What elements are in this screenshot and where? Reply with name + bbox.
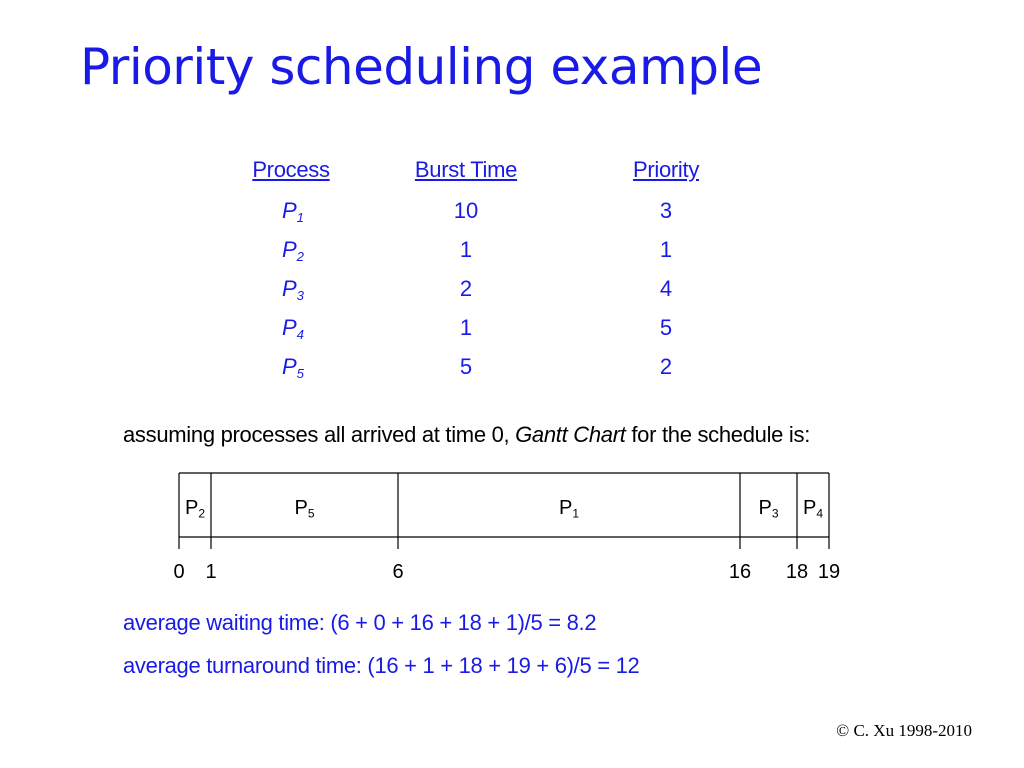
table-row-process: $P_3$ bbox=[281, 276, 305, 303]
average-turnaround-time: average turnaround time: (16 + 1 + 18 + 19 + 6)/5 = 12 bbox=[123, 653, 640, 678]
table-row-priority: 3 bbox=[659, 198, 673, 223]
table-row-burst-time: 10 bbox=[453, 198, 479, 223]
gantt-segment-label: $P_1$ bbox=[558, 497, 580, 521]
table-row-burst-time: 5 bbox=[459, 354, 473, 379]
gantt-segment-label: $P_3$ bbox=[758, 497, 779, 521]
table-row-burst-time: 1 bbox=[459, 315, 473, 340]
table-row-priority: 5 bbox=[659, 315, 673, 340]
gantt-tick-label: 18 bbox=[785, 561, 809, 583]
gantt-segment-label: $P_2$ bbox=[184, 497, 206, 521]
gantt-segment-label: $P_4$ bbox=[802, 497, 824, 521]
header-priority: Priority bbox=[632, 157, 700, 182]
table-row-burst-time: 2 bbox=[459, 276, 473, 301]
table-row-process: $P_4$ bbox=[281, 315, 305, 342]
table-row-priority: 4 bbox=[659, 276, 673, 301]
table-row-process: $P_1$ bbox=[281, 198, 305, 225]
table-row-process: $P_2$ bbox=[281, 237, 305, 264]
gantt-segment-label: $P_5$ bbox=[294, 497, 315, 521]
gantt-tick-label: 6 bbox=[392, 561, 404, 583]
caption-emphasis: Gantt Chart bbox=[515, 422, 626, 447]
table-row-process: $P_5$ bbox=[281, 354, 305, 381]
average-waiting-time: average waiting time: (6 + 0 + 16 + 18 + 1)/5 = 8.2 bbox=[123, 610, 597, 635]
copyright-footer: © C. Xu 1998-2010 bbox=[836, 721, 972, 740]
caption-pre: assuming processes all arrived at time 0, bbox=[123, 422, 516, 447]
gantt-tick-label: 0 bbox=[173, 561, 185, 583]
header-burst-time: Burst Time bbox=[414, 157, 518, 182]
table-row-burst-time: 1 bbox=[459, 237, 473, 262]
slide-title: Priority scheduling example bbox=[80, 38, 763, 96]
table-row-priority: 1 bbox=[659, 237, 673, 262]
caption-post: for the schedule is: bbox=[625, 422, 811, 447]
header-process: Process bbox=[252, 157, 330, 182]
gantt-tick-label: 16 bbox=[728, 561, 752, 583]
gantt-tick-label: 1 bbox=[205, 561, 217, 583]
gantt-tick-label: 19 bbox=[817, 561, 841, 583]
table-row-priority: 2 bbox=[659, 354, 673, 379]
